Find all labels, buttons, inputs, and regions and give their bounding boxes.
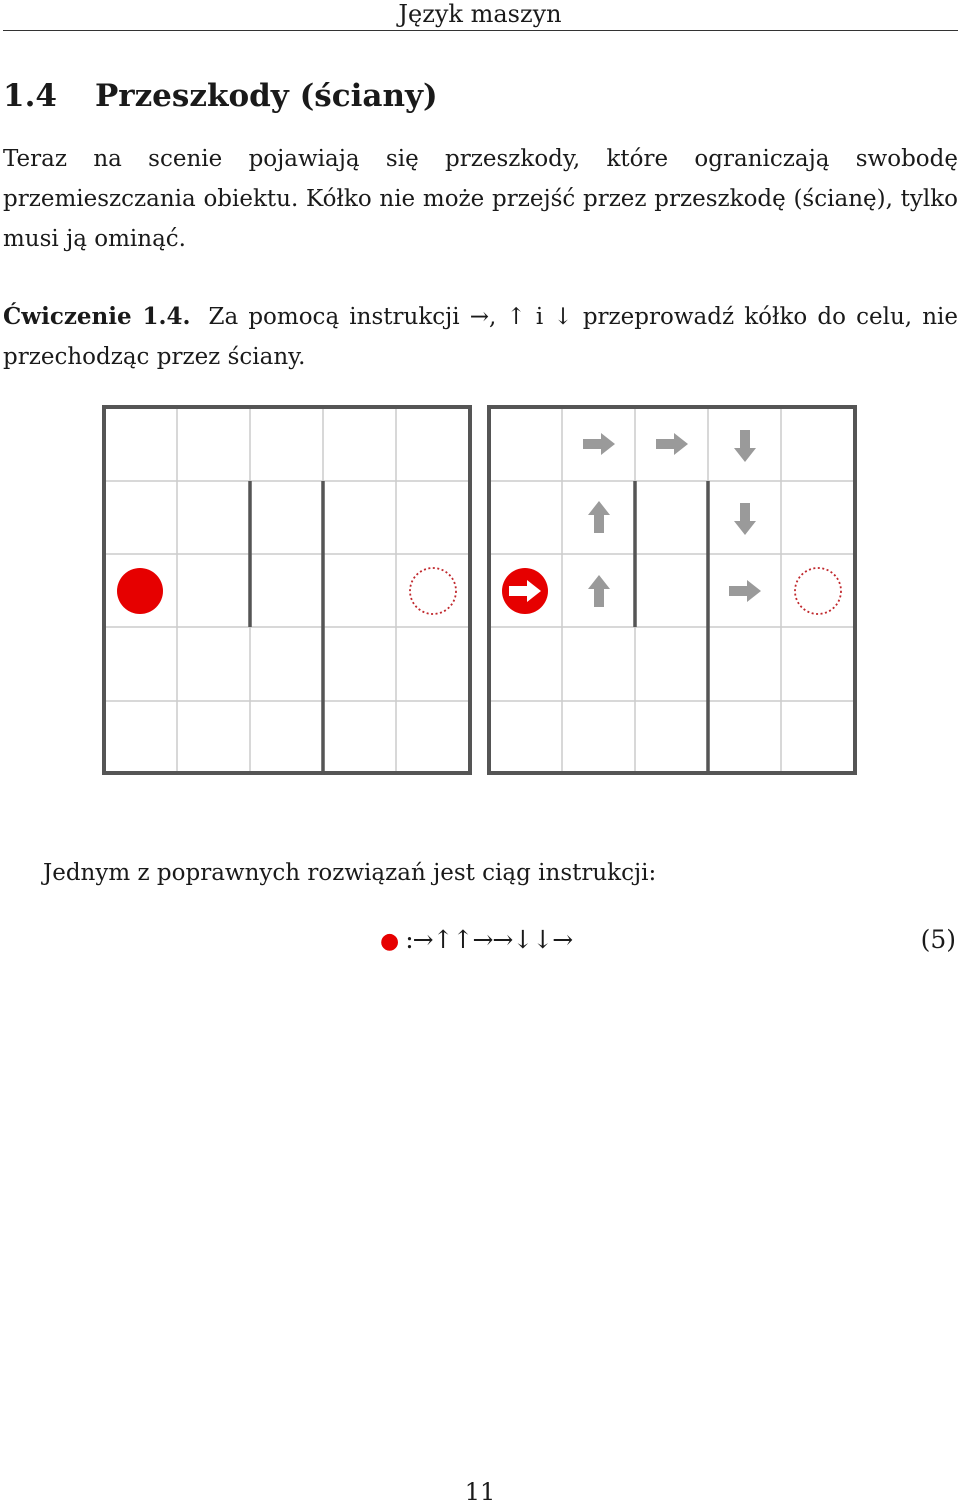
page-number: 11 (464, 1478, 496, 1506)
maze-figures (102, 405, 859, 777)
down-arrow-icon (734, 430, 756, 462)
down-arrow-icon (734, 503, 756, 535)
solution-text: Jednym z poprawnych rozwiązań jest ciąg instrukcji: (43, 860, 657, 886)
left-maze (104, 407, 470, 775)
exercise-label: Ćwiczenie 1.4. (3, 303, 191, 330)
up-arrow-icon (588, 501, 610, 533)
section-title: Przeszkody (ściany) (94, 78, 438, 114)
solution-equation (380, 922, 572, 960)
up-arrow-icon (588, 575, 610, 607)
target-circle (795, 568, 841, 614)
target-circle (410, 568, 456, 614)
ball-start (117, 568, 163, 614)
right-arrow-icon (729, 580, 761, 602)
header-rule (3, 30, 958, 31)
right-arrow-icon (656, 433, 688, 455)
intro-paragraph: Teraz na scenie pojawiają się przeszkody, które ograniczają swobodę przemieszczania obiektu. Kółko nie może przejść przez przeszkodę (ścianę), tylko musi ją ominąć. (3, 146, 958, 252)
instruction-sequence: :→↑↑→→↓↓→ (405, 925, 573, 954)
exercise-paragraph (3, 297, 958, 377)
section-heading (3, 78, 438, 114)
right-maze (489, 407, 855, 775)
right-arrow-icon (583, 433, 615, 455)
ball-dot-icon: ● (380, 929, 400, 954)
equation-number: (5) (920, 925, 956, 954)
maze-svg (102, 405, 859, 777)
running-header: Język maszyn (398, 0, 562, 28)
exercise-text: Za pomocą instrukcji →, ↑ i ↓ przeprowadź kółko do celu, nie przechodząc przez ściany. (3, 304, 958, 370)
section-number: 1.4 (3, 78, 57, 114)
